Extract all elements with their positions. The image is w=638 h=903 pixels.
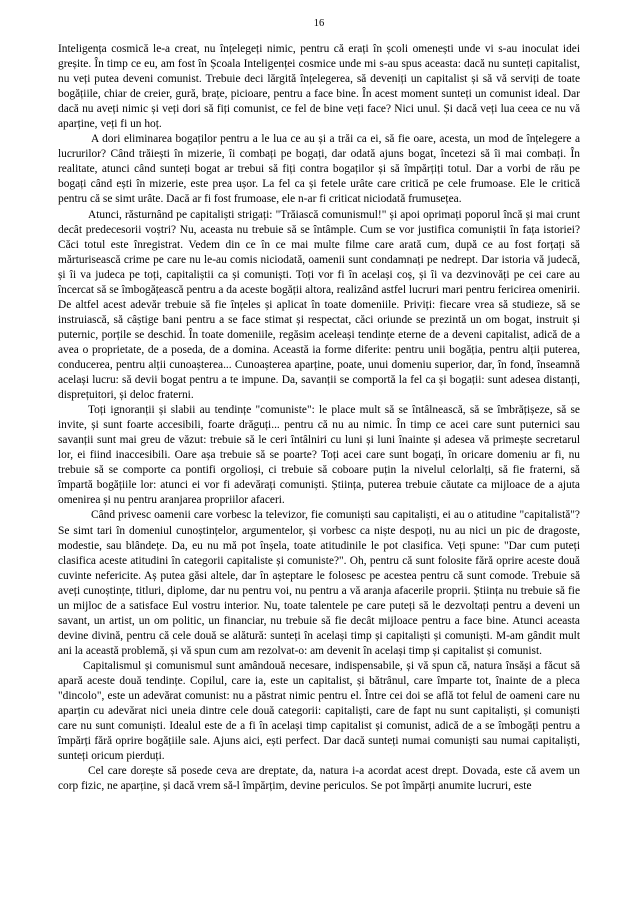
paragraph-6: Capitalismul și comunismul sunt amândouă necesare, indispensabile, și vă spun că, natura însăși a făcut să apară aceste două tendințe. Copilul, care ia, este un capitalist, și bătrânul, care împarte tot, înainte de a pleca "dincolo", este un adevărat comunist: nu a păstrat nimic pentru el. Între cei doi se află tot felul de oameni care nu aparțin cu adevărat nici uneia dintre cele două categorii: capitaliști, care de fapt nu sunt capitaliști, și comuniști care nu sunt comuniști. Idealul este de a fi în același timp capitalist și comunist, adică de a se îmbogăți pentru a împărți fără oprire bogățiile sale. Ajuns aici, ești perfect. Dar dacă sunteți numai comuniști sau numai capitaliști, sunteți oricum pierduți. xyxy=(58,659,580,763)
paragraph-5: Când privesc oamenii care vorbesc la televizor, fie comuniști sau capitaliști, ei au o atitudine "capitalistă"? Se simt tari în domeniul cunoștințelor, argumentelor, și vorbesc ca niște despoți, nu au nici un pic de dragoste, modestie, sau blândețe. Da, eu nu mă pot înșela, toate atitudinile le pot clasifica. Veți spune: "Dar cum puteți clasifica aceste atitudini în categorii capitaliste și comuniste?". Oh, pentru că sunt folosite fără oprire aceste două cuvinte nefericite. Aș putea găsi altele, dar în așteptare le folosesc pe acestea pentru că sunt comode. Trebuie să aveți cunoștințe, titluri, diplome, dar nu pentru voi, nu pentru a vă aranja afacerile proprii. Știința nu trebuie să fie un mijloc de a satisface Eul vostru interior. Nu, toate talentele pe care puteți să le dezvoltați pentru a deveni un savant, un artist, un om politic, un financiar, nu trebuie să fie decât mijloace pentru a face bine. Atunci aceasta devine divină, pentru că cele două se alătură: sunteți în același timp și capitaliști și comuniști. M-am gândit mult ani la această problemă, și vă spun cum am rezolvat-o: am devenit în același timp și capitalist și comunist. xyxy=(58,509,580,657)
paragraph-3: Atunci, răsturnând pe capitaliști strigați: "Trăiască comunismul!" și apoi oprimați poporul încă și mai crunt decât predecesorii voștri? Nu, aceasta nu trebuie să se întâmple. Cum se vor justifica comuniștii în fața istoriei? Căci totul este înregistrat. Vedem din ce în ce mai multe filme care arată cum, după ce au fost forțați să mărturisească crime pe care nu le-au comis niciodată, oamenii sunt condamnați pe nedrept. Dar istoria vă judecă, și îi va judeca pe toți, capitaliștii ca și comuniști. Toți vor fi în același coș, și îi va dezvinovăți pe cei care au încercat să se îmbogățească pentru a da aceste bogății altora, realizând astfel lucruri mari pentru fericirea omenirii. De altfel acest adevăr trebuie să fie înțeles și aplicat în toate domeniile. Priviți: fiecare vrea să studieze, să se instruiască, să câștige bani pentru a se face stimat și respectat, căci oriunde se prezintă un om bogat, instruit și puternic, porțile se deschid. În toate domeniile, regăsim aceleași tendințe eterne de a deveni capitalist, adică de a avea o proprietate, de a poseda, de a domina. Această ia forme diferite: pentru unii bogăția, pentru alții puterea, conducerea, pentru alții cunoașterea... Cunoașterea aparține, poate, unui domeniu superior, dar, în fond, înseamnă același lucru: să devii bogat pentru a te impune. Da, savanții se comportă la fel ca și bogații: sunt adesea distanți, disprețuitori, și deloc fraterni. xyxy=(58,208,580,402)
paragraph-4: Toți ignoranții și slabii au tendințe "comuniste": le place mult să se întâlnească, să se îmbrățișeze, să se invite, și sunt foarte accesibili, foarte drăguți... pentru că nu au nimic. În timp ce acei care sunt puternici sau savanții sunt mai greu de văzut: trebuie să le ceri întâlniri cu luni și luni înainte și adesea vă primește secretarul lor, ei fiind inaccesibili. Oare așa trebuie să se poarte? Toți acei care sunt bogați, în oricare domeniu ar fi, nu trebuie să se comporte ca pontifi orgolioși, ci trebuie să coboare puțin la nivelul celorlalți, să fie fraterni, să împartă bogățiile lor: atunci ei vor fi adevărați comuniști. Știința, puterea trebuie căutate ca mijloace de a ajuta omenirea și nu pentru aranjarea propriilor afaceri. xyxy=(58,404,580,507)
page-number: 16 xyxy=(313,18,325,29)
paragraph-7: Cel care dorește să posede ceva are dreptate, da, natura i-a acordat acest drept. Dovada, este că avem un corp fizic, ne aparține, și dacă vrem să-l împărțim, devine periculos. Se pot împărți anumite lucruri, este xyxy=(58,765,580,793)
body-text xyxy=(58,42,580,794)
paragraph-2: A dori eliminarea bogaților pentru a le lua ce au și a trăi ca ei, să fie oare, acesta, un mod de înțelegere a lucrurilor? Când trăiești în mizerie, îi combați pe bogați, dar odată ajuns bogat, încetezi să îi mai combați. În realitate, atunci când sunteți bogat ar trebui să fiți contra bogaților și să împărțiți totul. Dar a vorbi de rău pe bogați când ești în mizerie, este prea ușor. La fel ca și fetele urâte care critică pe cele frumoase. Ele le critică pentru că se simt urâte. Dacă ar fi fost frumoase, ele n-ar fi criticat niciodată frumusețea. xyxy=(58,133,580,206)
paragraph-1: Inteligența cosmică le-a creat, nu înțelegeți nimic, pentru că erați în școli omenești unde vi s-au inoculat idei greșite. În timp ce eu, am fost în Școala Inteligenței cosmice unde mi s-au spus aceasta: dacă nu sunteți capitalist, nu veți putea deveni comunist. Trebuie deci lărgită înțelegerea, să deveniți un capitalist și să vă serviți de toate bogățiile, chiar de creier, gură, brațe, picioare, pentru a face bine. În acest moment sunteți un comunist ideal. Dar dacă nu aveți nimic și veți dori să fiți comunist, ce fel de bine veți face? Nici unul. Și dacă veți lua ceea ce nu vă aparține, veți fi un hoț. xyxy=(58,43,580,131)
